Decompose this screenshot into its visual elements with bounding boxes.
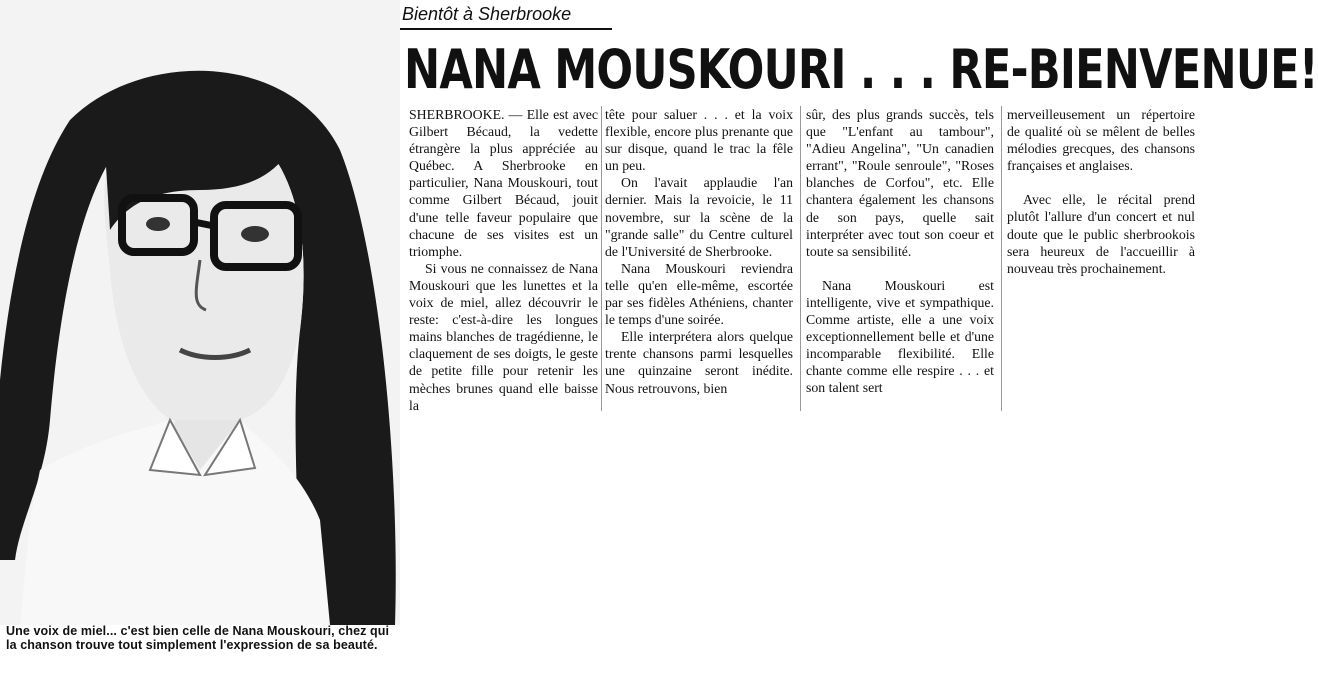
paragraph: merveilleusement un répertoire de qualité où se mêlent de belles mélodies grecques, des chansons françaises et anglaises.	[1007, 107, 1195, 174]
column-divider	[800, 106, 801, 411]
article-column-1	[409, 106, 598, 414]
article-column-2	[605, 106, 793, 397]
paragraph: Elle interprétera alors quelque trente chansons parmi lesquelles une quinzaine seront inédite. Nous retrouvons, bien	[605, 329, 793, 396]
headline: NANA MOUSKOURI . . . RE-BIENVENUE!	[404, 38, 1318, 101]
article-column-4	[1007, 106, 1195, 277]
kicker: Bientôt à Sherbrooke	[400, 2, 612, 30]
paragraph: Nana Mouskouri reviendra telle qu'en elle-même, escortée par ses fidèles Athéniens, chanter le temps d'une soirée.	[605, 260, 793, 328]
column-divider	[1001, 106, 1002, 411]
article-column-3	[806, 106, 994, 397]
paragraph: sûr, des plus grands succès, tels que "L'enfant au tambour", "Adieu Angelina", "Un canadien errant", "Roule senroule", "Roses blanches de Corfou", etc. Elle chantera également les chansons de son pays, quelle sait interpréter avec tout son coeur et toute sa sensibilité.	[806, 107, 994, 259]
paragraph: Si vous ne connaissez de Nana Mouskouri que les lunettes et la voix de miel, allez découvrir le reste: c'est-à-dire les longues mains blanches de tragédienne, le claquement de ses doigts, le geste de petite fille pour retenir les mèches brunes quand elle baisse la	[409, 260, 598, 413]
paragraph: Nana Mouskouri est intelligente, vive et sympathique. Comme artiste, elle a une voix exceptionnellement belle et d'une incomparable flexibilité. Elle chante comme elle respire . . . et son talent sert	[806, 277, 994, 396]
photo-caption: Une voix de miel... c'est bien celle de Nana Mouskouri, chez qui la chanson trouve tout simplement l'expression de sa beauté.	[6, 624, 390, 652]
paragraph: SHERBROOKE. — Elle est avec Gilbert Bécaud, la vedette étrangère la plus appréciée au Québec. A Sherbrooke en particulier, Nana Mouskouri, tout comme Gilbert Bécaud, jouit d'une telle faveur populaire que chacune de ses visites est un triomphe.	[409, 107, 598, 259]
portrait-photo	[0, 0, 400, 625]
paragraph: On l'avait applaudie l'an dernier. Mais la revoicie, le 11 novembre, sur la scène de la "grande salle" du Centre culturel de l'Université de Sherbrooke.	[605, 175, 793, 259]
paragraph: Avec elle, le récital prend plutôt l'allure d'un concert et nul doute que le public sherbrookois sera heureux de l'accueillir à nouveau très prochainement.	[1007, 192, 1195, 276]
paragraph: tête pour saluer . . . et la voix flexible, encore plus prenante que sur disque, quand le trac la fêle un peu.	[605, 107, 793, 174]
column-divider	[601, 106, 602, 411]
portrait-illustration	[0, 0, 400, 625]
